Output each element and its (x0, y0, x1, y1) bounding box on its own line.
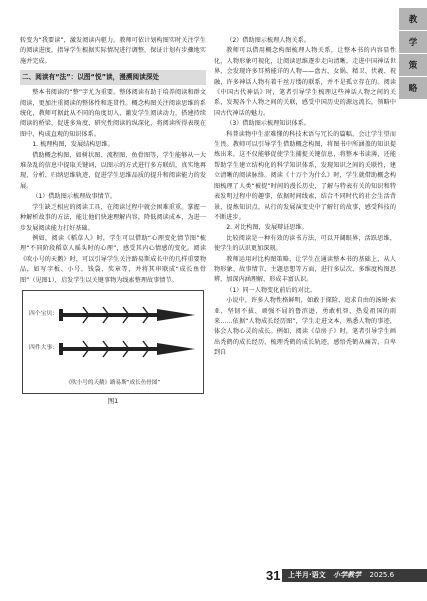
paragraph: 小说中，许多人物性格鲜明，如敢于探险、追求自由的汤姆·索亚，坚韧不拔、顽强不屈的鲁滨逊，勇敢机智、热爱祖国的雨来……依据“人物成长经历图”，学生走进文本，熟悉人物的事迹，体会人物心灵的成长。例如，阅读《草房子》时，笔者引导学生画出秃鹤的成长经历，梳理秃鹤的成长轨迹，感悟秃鹤从痛苦、自卑到自 (214, 297, 396, 357)
paragraph: 教师运用对比构图策略，让学生在通读整本书的基础上，从人物形象、故事情节、主题思想等方面，进行多层次、多维度构图思辨，加深内涵理解，形成丰富认识。 (214, 255, 396, 284)
side-tab-jiao: 教 (399, 8, 427, 30)
page-footer (0, 566, 427, 586)
subheading: （1）借助图示梳理故事情节。 (32, 193, 116, 201)
paragraph: 教师可以借用概念构图梳理人物关系，让整本书的内容显性化，人物形象可视化，让阅读思维逐步走向清晰。走进中国神话世界，会发现许多耳熟能详的人物——盘古、女娲、精卫、伏羲、祝融，许多神话人物有着千丝万缕的联系，并不是孤立存在的。阅读《中国古代神话》时，笔者引导学生梳理这些神话人物之间的关系，发现各个人物之间的关联，感受中国历史的源远流长，领略中国古代神话的魅力。 (214, 47, 396, 117)
page-number: 31 (266, 568, 281, 583)
paragraph: 例如，阅读《稻草人》时，学生可以借助“心理变化情节图”梳理“不同阶段稻草人摇头时的心理”，感受其内心情感的变化。阅读《吹小号的天鹅》时，可以引导学生关注路易斯成长中的几样重要物品，如写字板、小号、钱袋、奖章等，并将其串联成“成长鱼骨图”（见图1），启发学生以关键事物为线索整理故事情节。 (20, 234, 206, 284)
fishbone-figure (22, 290, 204, 394)
side-tab-xue: 学 (399, 31, 427, 53)
paragraph: 整本书阅读的“整”字尤为重要。整体阅读有助于培养阅读和群文阅读，更加注重阅读的整体性和连贯性。概念构图关注阅读思维的系统化，教师可据此从不同的角度切入，激发学生阅读动力，搭建持续阅读的桥梁，促进多角度、研究性阅读的纵深化，将阅读所得表现在图中，构成直观的知识体系。 (20, 89, 206, 138)
figure-row-events (29, 339, 197, 359)
figure-row-label: 四件大事： (29, 344, 59, 351)
figure-row-label: 四个宝贝： (29, 310, 59, 317)
paragraph: 比较阅读是一种有效的读书方法，可以开阔眼界，活跃思维，使学生的认识更加深刻。 (214, 234, 396, 253)
left-column (20, 36, 206, 406)
subheading: （3）借助图示梳理知识体系。 (226, 120, 310, 128)
side-tab-ce: 策 (399, 54, 427, 76)
magazine-brand: 小学教学 (333, 571, 362, 579)
subheading: （2）借助图示梳理人物关系。 (226, 37, 310, 44)
paragraph: 科普读物中生涩难懂的科技术语与冗长的篇幅，会让学生望而生畏。教师可以引导学生借助概念构图，将图书中所涵盖的知识提炼出来。这不仅能够促使学生捕捉关键信息，将整本书读薄，还能帮助学生建立结构化的科学知识体系，发现知识之间的关联性，建立清晰的阅读脉络。阅读《十万个为什么》时，学生就借助概念构图梳理了人类“被捉”时间的漫长历史，了解与特表有关的知识和特表发明过程中的趣事，依据时间线索，结合不同时代的社会生活背景，提炼知识点，从行的发展演变史中了解钉的故事，感受科技的不断进步。 (214, 130, 396, 221)
right-column (214, 36, 396, 359)
subheading: 1. 梳理构图，发展结构思维。 (32, 141, 114, 149)
subheading: （1）同一人物变化前后的对比。 (226, 286, 317, 294)
section-heading: 二、阅读有“法”：以图“悦”读，漫溯阅读深处 (20, 70, 206, 85)
subheading: 2. 对比构图，发展辩证思维。 (226, 224, 308, 232)
issue-label: 上半月·语文 (288, 571, 326, 579)
footer-band (282, 569, 427, 582)
paragraph: 转变为“我要读”，激发阅读内驱力。教师可依计划构图实时关注学生的阅读进度，指导学生根据实际情况进行调整，保证计划有步骤地实施并完成。 (20, 37, 206, 65)
figure-row-treasures (29, 305, 197, 325)
figure-inner-caption: 《吹小号的天鹅》路易斯“成长鱼骨图” (65, 379, 161, 386)
issue-date: 2025.6 (369, 571, 395, 579)
side-tab-lue: 略 (399, 77, 427, 99)
paragraph: 学生缺乏相应的阅读工具，在阅读过程中就会困难重重。掌握一种解析故事的方法，能让他们快速理解内容，降低阅读成本，为进一步发展阅读能力打好基础。 (20, 203, 206, 232)
paragraph: 借助概念构图，如树状图、流程图、鱼骨图等，学生能够从一大堆杂乱的信息中提取关键词，以图示的方式进行多方联结，真实地再现、分析、归纳思维轨迹，促进学生思维品质的提升和阅读能力的发展。 (20, 151, 206, 190)
sword-diagram-2 (59, 339, 199, 359)
sword-diagram-1 (59, 305, 199, 325)
figure-title: 图1 (107, 396, 119, 405)
